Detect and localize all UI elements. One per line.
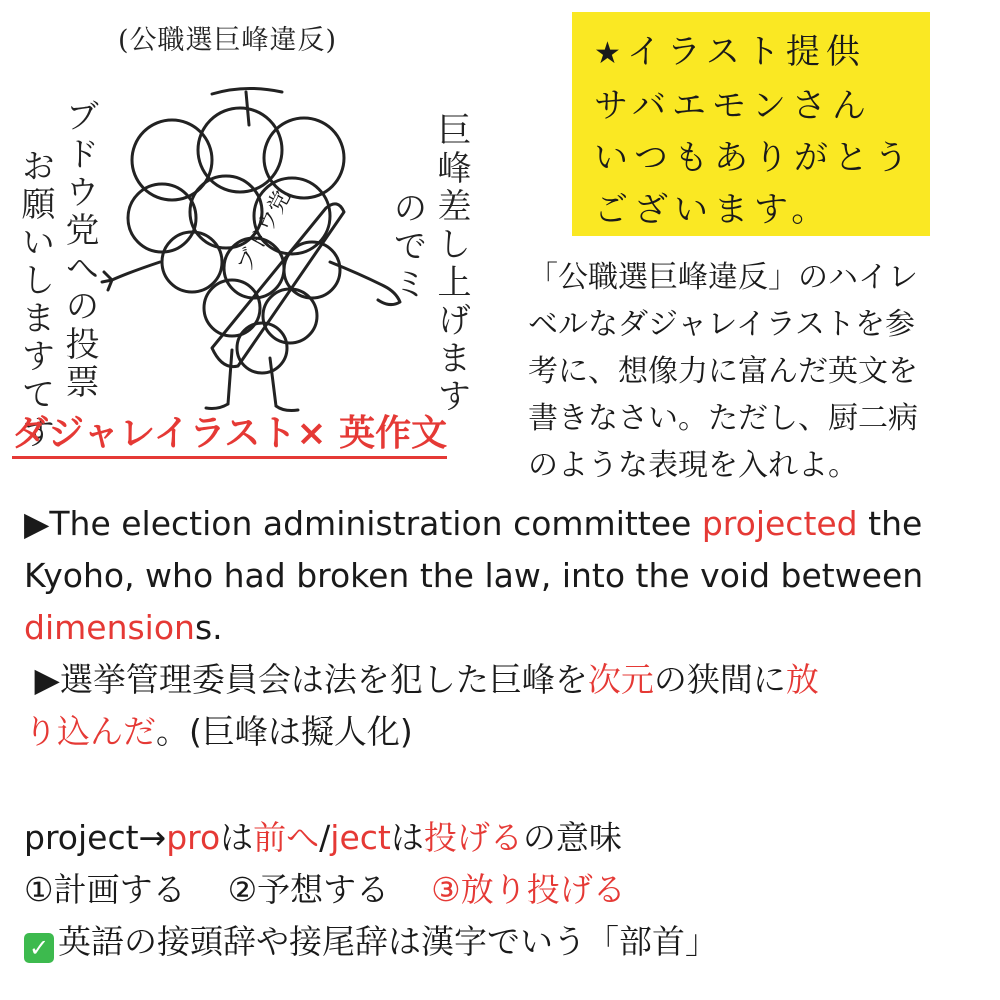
prompt-line: のような表現を入れよ。: [528, 448, 858, 483]
etymology-line: project→proは前へ/jectは投げるの意味: [24, 818, 622, 857]
english-line-1: ▶The election administration committee projected the: [24, 504, 923, 543]
sash-text: ブドウ党: [232, 186, 296, 277]
vocab-notes: [24, 812, 984, 968]
prompt-line: ベルなダジャレイラストを参: [528, 307, 915, 342]
highlight-rikonda: り込んだ: [24, 712, 156, 751]
prompt-line: 考に、想像力に富んだ英文を: [528, 354, 918, 389]
meanings-line: ①計画する ②予想する ③放り投げる: [24, 870, 626, 909]
english-line-2: Kyoho, who had broken the law, into the void between: [24, 556, 924, 595]
credit-line-2: サバエモンさん: [594, 86, 872, 126]
english-line-3: dimensions.: [24, 608, 223, 647]
credit-line-1: ★イラスト提供: [594, 32, 866, 72]
star-icon: ★: [594, 36, 627, 71]
highlight-dimension: dimension: [24, 608, 195, 647]
prompt-line: 「公職選巨峰違反」のハイレ: [528, 260, 918, 295]
credit-line-3: いつもありがとう: [594, 138, 914, 178]
example-answer: [24, 498, 984, 758]
japanese-line-1: ▶選挙管理委員会は法を犯した巨峰を次元の狭間に放: [34, 660, 819, 699]
highlight-hou: 放: [785, 660, 819, 699]
triangle-marker-icon: ▶: [34, 660, 60, 699]
japanese-line-2: り込んだ。(巨峰は擬人化): [24, 712, 413, 751]
credit-box: [572, 12, 930, 236]
highlight-projected: projected: [701, 504, 858, 543]
triangle-marker-icon: ▶: [24, 504, 50, 543]
page-title: ダジャレイラスト× 英作文: [12, 412, 447, 459]
left-text-col2: お願いしますてす: [15, 148, 55, 452]
right-text-col2: のでミ: [387, 190, 427, 304]
right-text-col1: 巨峰差し上げます: [431, 112, 471, 416]
left-text-col1: ブドウ党への投票: [59, 98, 99, 402]
credit-line-4: ございます。: [594, 190, 832, 230]
prompt-text: [528, 254, 988, 489]
check-icon: ✓: [24, 933, 54, 963]
stem: [212, 88, 282, 125]
top-label: (公職選巨峰違反): [118, 25, 338, 56]
tip-line: ✓ 英語の接頭辞や接尾辞は漢字でいう「部首」: [24, 916, 984, 968]
highlight-jigen: 次元: [587, 660, 654, 699]
illustration: [0, 0, 530, 470]
prompt-line: 書きなさい。ただし、厨二病: [528, 401, 918, 436]
